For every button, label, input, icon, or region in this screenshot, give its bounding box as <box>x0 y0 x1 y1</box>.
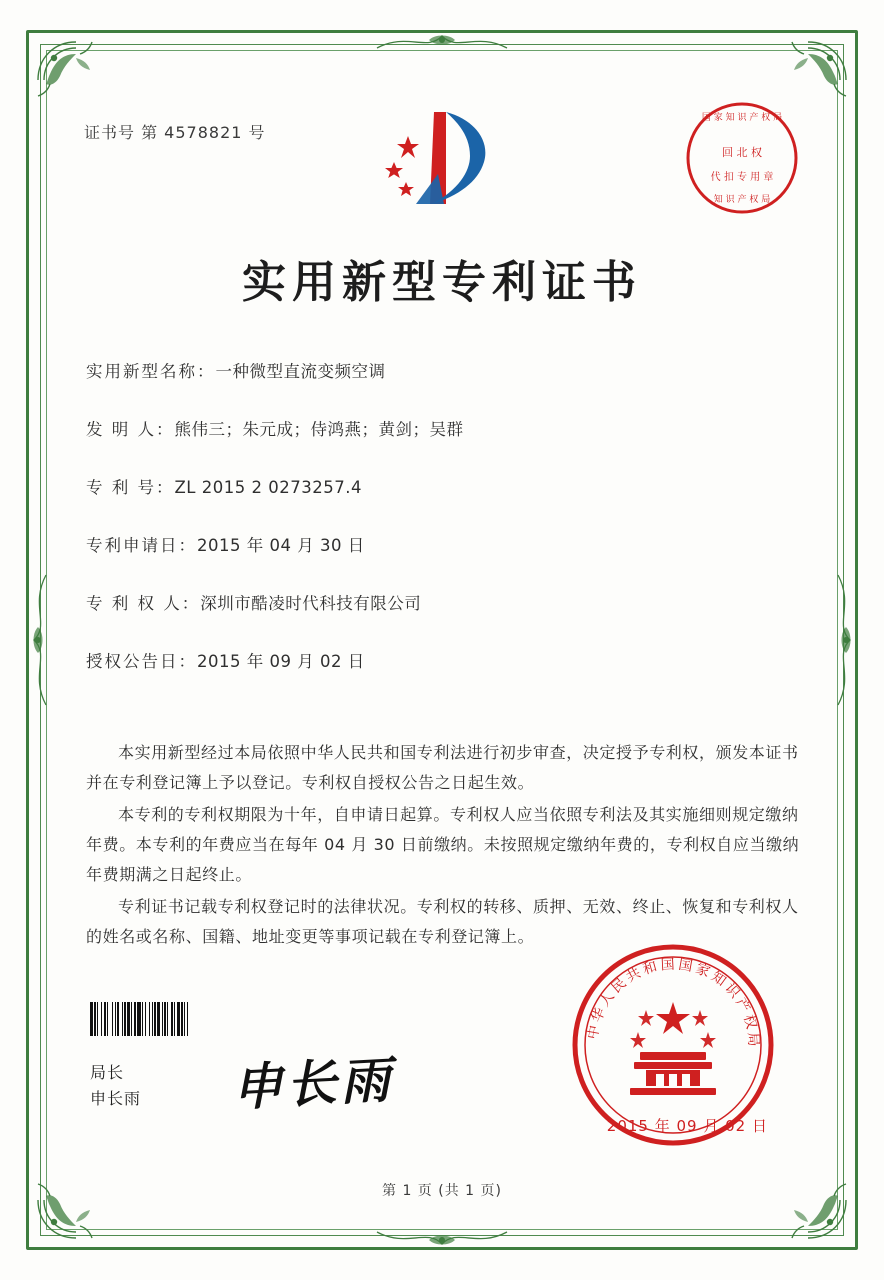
field-label: 发 明 人： <box>86 420 175 439</box>
svg-text:国 家 知 识 产 权 局: 国 家 知 识 产 权 局 <box>701 113 783 123</box>
field-value: 2015 年 09 月 02 日 <box>197 652 365 671</box>
field-value: 2015 年 04 月 30 日 <box>197 536 365 555</box>
edge-ornament-icon <box>26 565 52 715</box>
edge-ornament-icon <box>367 28 517 54</box>
registration-number: 证书号 第 4578821 号 <box>84 123 266 142</box>
page-footer: 第 1 页 (共 1 页) <box>382 1183 502 1199</box>
field-value: ZL 2015 2 0273257.4 <box>174 478 362 497</box>
legal-text <box>86 738 806 954</box>
field-row <box>86 532 802 556</box>
edge-ornament-icon <box>832 565 858 715</box>
field-label: 专利申请日： <box>86 536 197 555</box>
certificate-content <box>72 88 812 1208</box>
signature-name: 申长雨 <box>90 1089 142 1108</box>
handwritten-signature: 申长雨 <box>230 1049 396 1118</box>
field-label: 专 利 权 人： <box>86 594 201 613</box>
svg-text:代 扣 专 用 章: 代 扣 专 用 章 <box>710 172 774 183</box>
paragraph: 专利证书记载专利权登记时的法律状况。专利权的转移、质押、无效、终止、恢复和专利权人的姓名或名称、国籍、地址变更等事项记载在专利登记簿上。 <box>86 897 799 946</box>
field-value: 深圳市酷凌时代科技有限公司 <box>200 594 422 613</box>
agency-stamp-icon <box>682 98 802 218</box>
field-value: 熊伟三；朱元成；侍鸿燕；黄剑；吴群 <box>174 420 464 439</box>
paragraph: 本实用新型经过本局依照中华人民共和国专利法进行初步审查，决定授予专利权，颁发本证书并在专利登记簿上予以登记。专利权自授权公告之日起生效。 <box>86 743 799 792</box>
field-list <box>86 358 802 706</box>
sipo-logo-icon <box>372 100 512 210</box>
field-value: 一种微型直流变频空调 <box>215 362 386 381</box>
svg-text:中华人民共和国国家知识产权局: 中华人民共和国国家知识产权局 <box>584 956 762 1050</box>
signature-block <box>90 1060 141 1112</box>
field-row <box>86 648 802 672</box>
field-label: 实用新型名称： <box>86 362 216 381</box>
svg-text:知 识 产 权 局: 知 识 产 权 局 <box>713 195 771 205</box>
field-row <box>86 474 802 498</box>
seal-date: 2015 年 09 月 02 日 <box>606 1117 768 1135</box>
page-title: 实用新型专利证书 <box>242 257 642 308</box>
edge-ornament-icon <box>367 1226 517 1252</box>
barcode <box>90 1002 330 1036</box>
signature-title: 局长 <box>90 1063 125 1082</box>
field-label: 专 利 号： <box>86 478 175 497</box>
svg-text:回 北 权: 回 北 权 <box>722 146 762 159</box>
field-row <box>86 590 802 614</box>
field-row <box>86 358 802 382</box>
field-label: 授权公告日： <box>86 652 197 671</box>
paragraph: 本专利的专利权期限为十年，自申请日起算。专利权人应当依照专利法及其实施细则规定缴纳年费。本专利的年费应当在每年 04 月 30 日前缴纳。未按照规定缴纳年费的，专利权自应当缴纳年费期满之日起终止。 <box>86 805 800 884</box>
field-row <box>86 416 802 440</box>
